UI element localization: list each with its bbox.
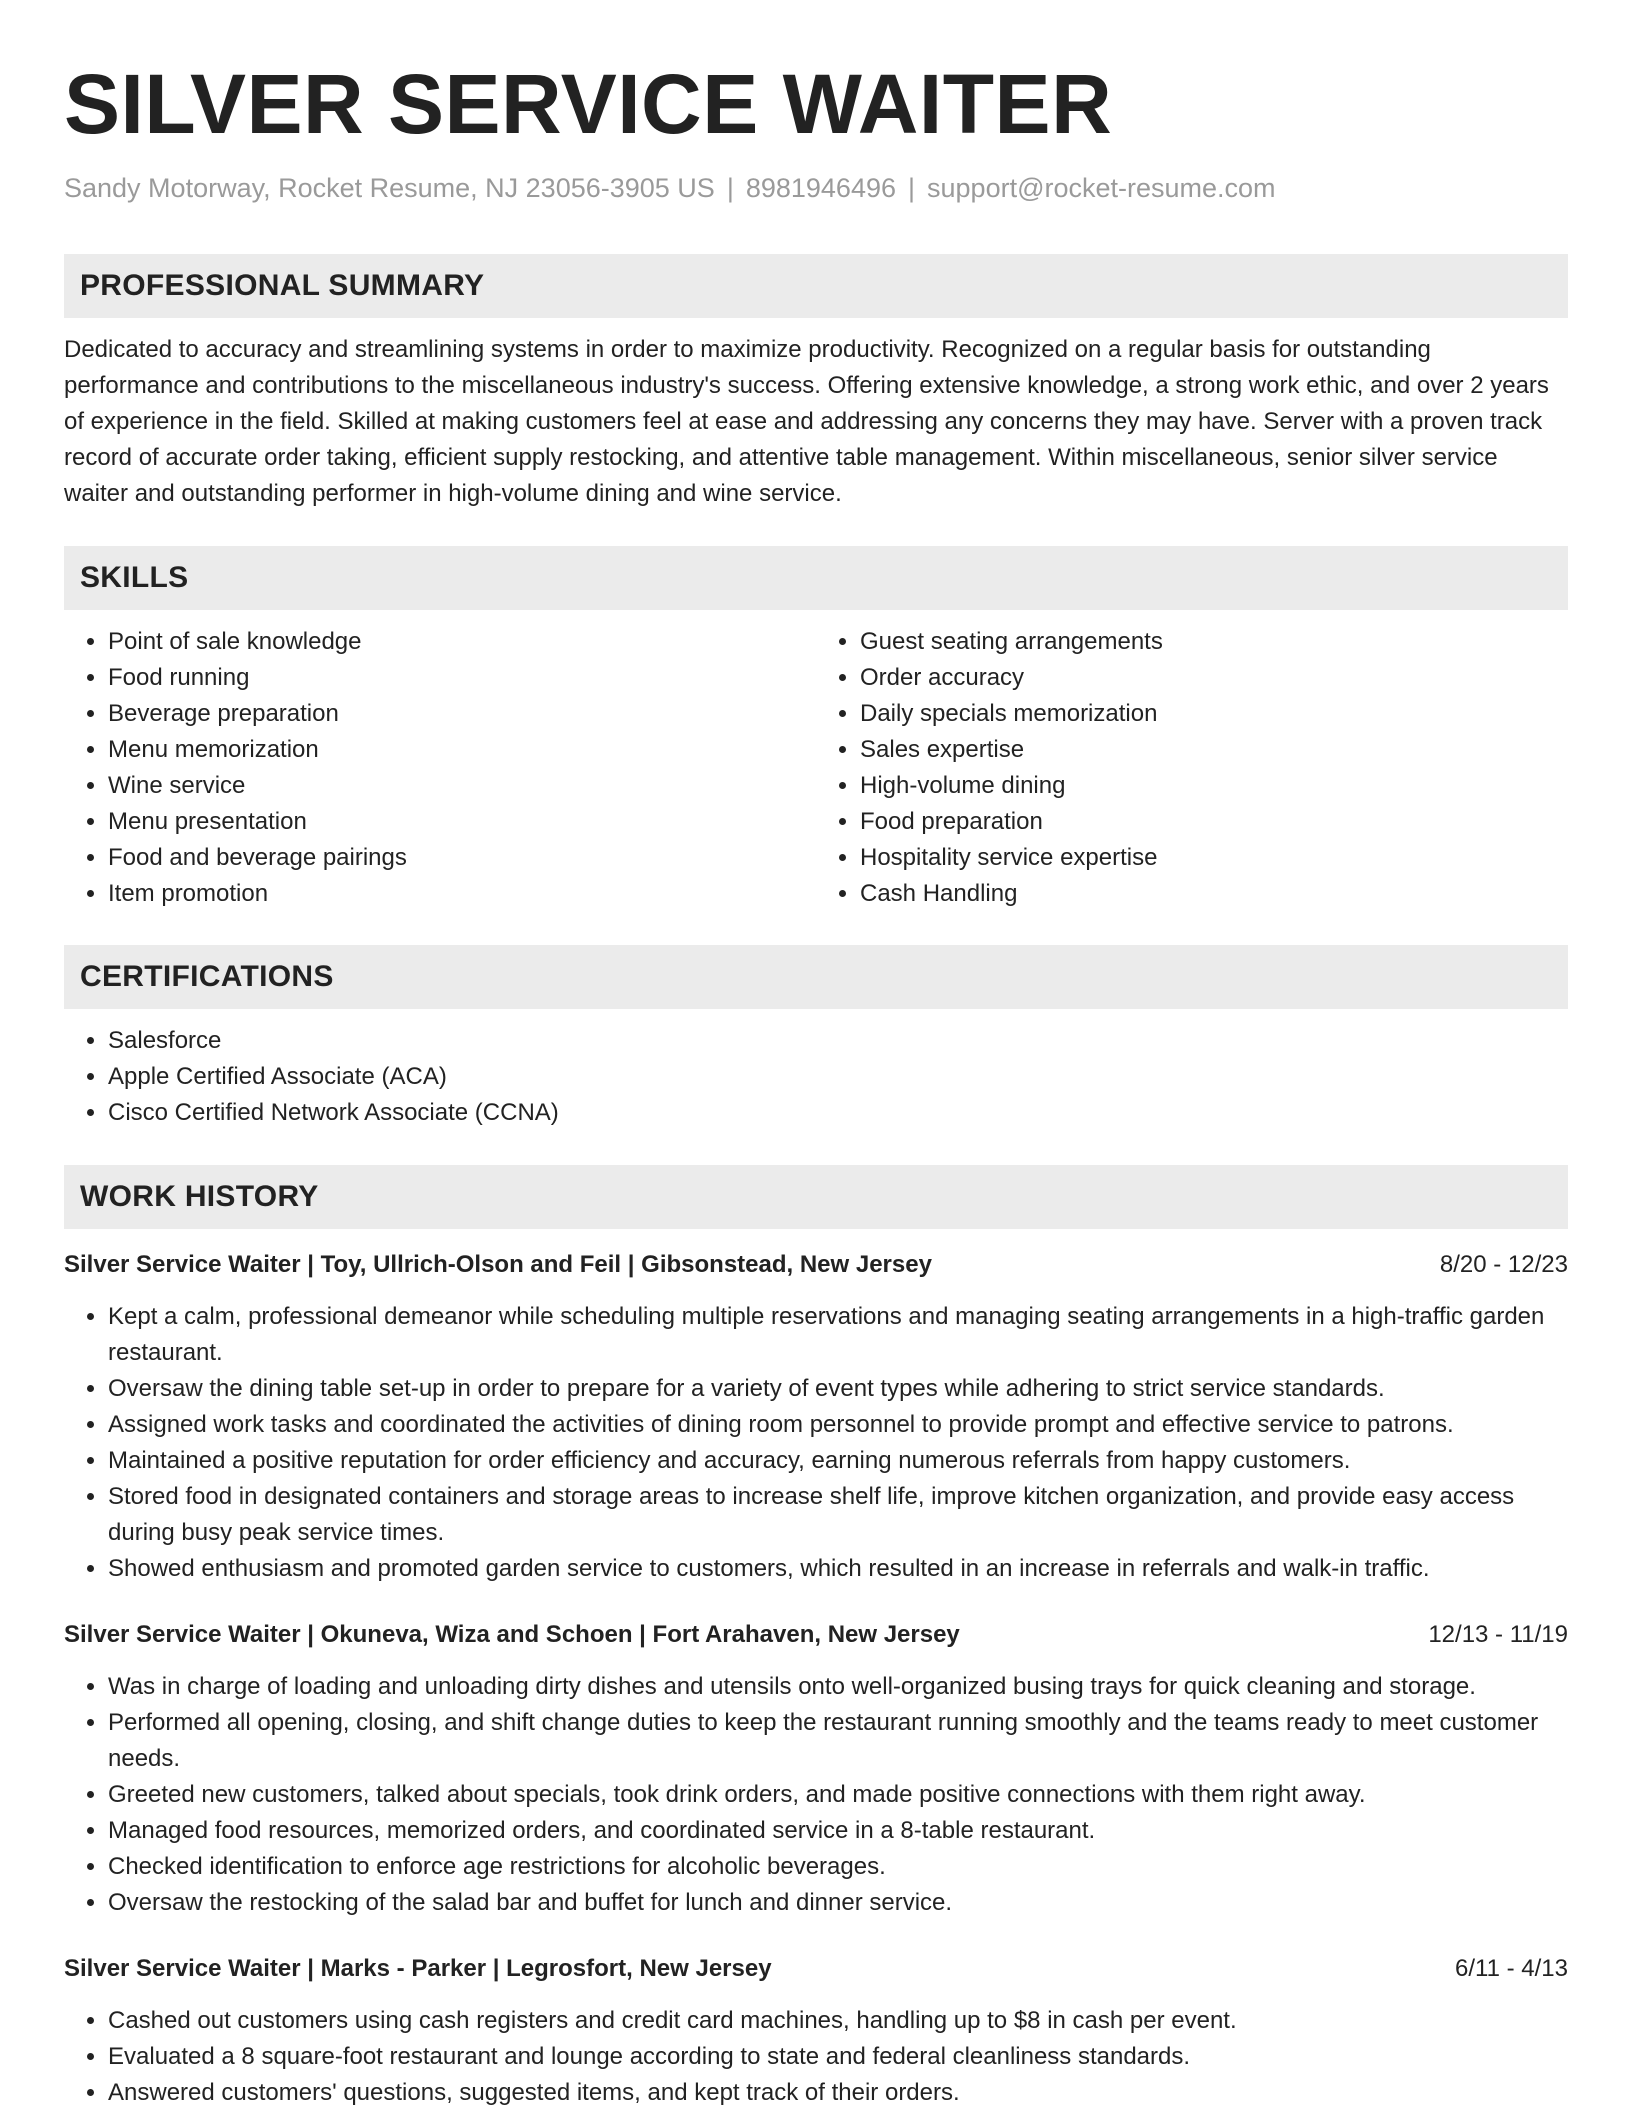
contact-phone: 8981946496 [745,173,896,203]
job-duty: • Cashed out customers using cash registers and credit card machines, handling up to $8 in cash per event. [108,2003,1568,2039]
contact-email: support@rocket-resume.com [927,173,1276,203]
skill-item: • Food and beverage pairings [108,840,816,876]
summary-text: Dedicated to accuracy and streamlining systems in order to maximize productivity. Recognized on a regular basis for outstanding performance and contributions to the miscellaneous industry's success. Offering extensive knowledge, a strong work ethic, and over 2 years of experience in the field. Skilled at making customers feel at ease and addressing any concerns they may have. Server with a proven track record of accurate order taking, efficient supply restocking, and attentive table management. Within miscellaneous, senior silver service waiter and outstanding performer in high-volume dining and wine service. [64,336,1549,507]
job-duty: • Performed all opening, closing, and shift change duties to keep the restaurant running smoothly and the teams ready to meet customer needs. [108,1705,1568,1777]
job-duties [64,2003,1568,2111]
job-duty: • Showed enthusiasm and promoted garden service to customers, which resulted in an increase in referrals and walk-in traffic. [108,1551,1568,1587]
job-title: Silver Service Waiter | Marks - Parker | Legrosfort, New Jersey [64,1955,772,1982]
skill-item: • Food running [108,660,816,696]
skill-item: • Sales expertise [860,732,1568,768]
contact-separator: | [908,173,916,203]
skill-item: • Hospitality service expertise [860,840,1568,876]
certification-item: • Apple Certified Associate (ACA) [108,1059,1568,1095]
skill-item: • Menu memorization [108,732,816,768]
job-dates: 12/13 - 11/19 [1428,1621,1568,1648]
job-title: Silver Service Waiter | Toy, Ullrich-Olson and Feil | Gibsonstead, New Jersey [64,1251,932,1278]
job-header [64,1951,1568,1987]
job-entry [64,1617,1568,1921]
job-dates: 6/11 - 4/13 [1455,1955,1568,1982]
job-duty: • Was in charge of loading and unloading dirty dishes and utensils onto well-organized busing trays for quick cleaning and storage. [108,1669,1568,1705]
candidate-name: SILVER SERVICE WAITER [64,57,1113,151]
skills-grid [64,624,1568,912]
skill-item: • Beverage preparation [108,696,816,732]
skill-item: • Menu presentation [108,804,816,840]
skills-list-right [816,624,1568,912]
job-duty: • Kept a calm, professional demeanor while scheduling multiple reservations and managing seating arrangements in a high-traffic garden restaurant. [108,1299,1568,1371]
job-duty: • Stored food in designated containers and storage areas to increase shelf life, improve kitchen organization, and provide easy access during busy peak service times. [108,1479,1568,1551]
skill-item: • Guest seating arrangements [860,624,1568,660]
skill-item: • Item promotion [108,876,816,912]
job-duty: • Greeted new customers, talked about specials, took drink orders, and made positive connections with them right away. [108,1777,1568,1813]
skill-item: • Food preparation [860,804,1568,840]
contact-line [64,170,1568,206]
job-dates: 8/20 - 12/23 [1439,1251,1568,1278]
skill-item: • Daily specials memorization [860,696,1568,732]
summary-heading: PROFESSIONAL SUMMARY [64,254,1568,318]
contact-separator: | [726,173,734,203]
job-header [64,1617,1568,1653]
skills-list-left [64,624,816,912]
job-duty: • Answered customers' questions, suggested items, and kept track of their orders. [108,2075,1568,2111]
skills-heading: SKILLS [64,546,1568,610]
skill-item: • Cash Handling [860,876,1568,912]
skill-item: • Order accuracy [860,660,1568,696]
job-duty: • Oversaw the restocking of the salad bar and buffet for lunch and dinner service. [108,1885,1568,1921]
certification-item: • Cisco Certified Network Associate (CCNA) [108,1095,1568,1131]
job-entry [64,1951,1568,2111]
skill-item: • Wine service [108,768,816,804]
job-duty: • Checked identification to enforce age restrictions for alcoholic beverages. [108,1849,1568,1885]
job-duty: • Assigned work tasks and coordinated the activities of dining room personnel to provide prompt and effective service to patrons. [108,1407,1568,1443]
job-title: Silver Service Waiter | Okuneva, Wiza and Schoen | Fort Arahaven, New Jersey [64,1621,960,1648]
work-history-heading: WORK HISTORY [64,1165,1568,1229]
job-duty: • Oversaw the dining table set-up in order to prepare for a variety of event types while adhering to strict service standards. [108,1371,1568,1407]
skill-item: • Point of sale knowledge [108,624,816,660]
certification-item: • Salesforce [108,1023,1568,1059]
job-duties [64,1299,1568,1587]
contact-address: Sandy Motorway, Rocket Resume, NJ 23056-3905 US [64,173,715,203]
job-duty: • Evaluated a 8 square-foot restaurant and lounge according to state and federal cleanliness standards. [108,2039,1568,2075]
job-duties [64,1669,1568,1921]
job-duty: • Maintained a positive reputation for order efficiency and accuracy, earning numerous referrals from happy customers. [108,1443,1568,1479]
job-duty: • Managed food resources, memorized orders, and coordinated service in a 8-table restaurant. [108,1813,1568,1849]
skill-item: • High-volume dining [860,768,1568,804]
certifications-list [64,1023,1568,1131]
certifications-heading: CERTIFICATIONS [64,945,1568,1009]
job-entry [64,1247,1568,1587]
job-header [64,1247,1568,1283]
